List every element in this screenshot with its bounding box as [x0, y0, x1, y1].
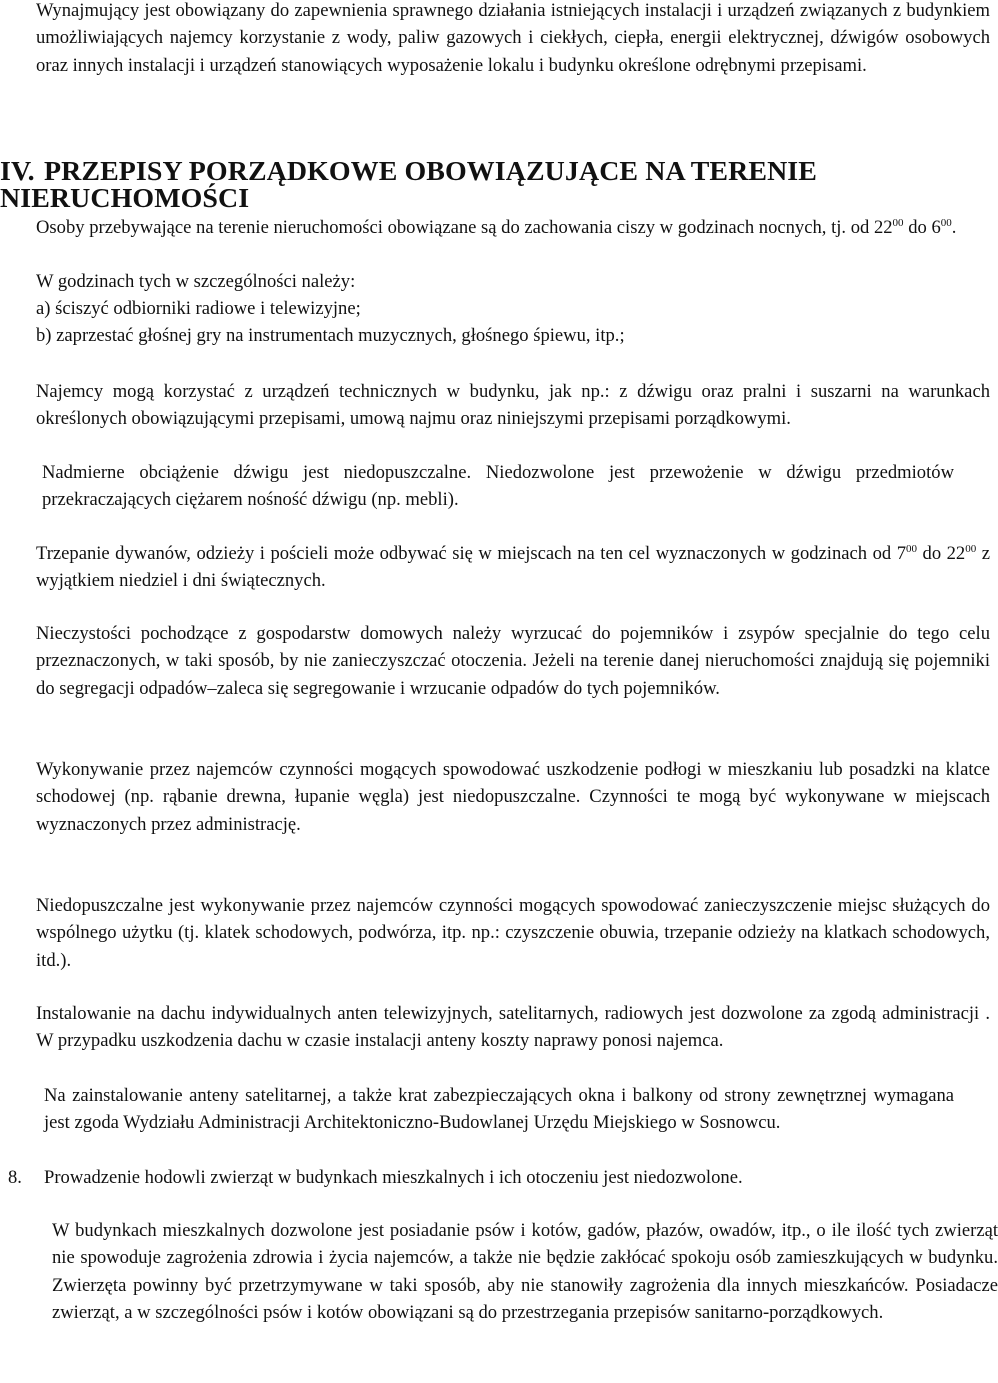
section-number: IV. — [0, 156, 35, 187]
paragraph-number — [0, 0, 36, 24]
rule-item-3 — [0, 540, 990, 595]
item-7-extra: Na zainstalowanie anteny satelitarnej, a także krat zabezpieczających okna i balkony od strony zewnętrznej wymagana jest zgoda Wydziału Administracji Architektoniczno-Budowlanej Urzędu Miejskiego w Sosnowcu. — [44, 1085, 954, 1134]
item-number: 8. — [8, 1167, 22, 1188]
paragraph-8 — [0, 0, 990, 79]
item-number — [0, 214, 36, 241]
item-text: Niedopuszczalne jest wykonywanie przez najemców czynności mogących spowodować zanieczyszczenie miejsc służących do wspólnego użytku (tj. klatek schodowych, podwórza, itp. np.: czyszczenie obuwia, trzepanie odzieży na klatkach schodowych, itd.). — [36, 895, 990, 971]
item-1-subheading: W godzinach tych w szczególności należy: — [36, 271, 356, 292]
rule-item-6 — [0, 892, 990, 974]
rule-item-2 — [0, 378, 990, 433]
item-text: Instalowanie na dachu indywidualnych anten telewizyjnych, satelitarnych, radiowych jest dozwolone za zgodą administracji . W przypadku uszkodzenia dachu w czasie instalacji anteny koszty naprawy ponosi najemca. — [36, 1003, 990, 1052]
section-heading — [0, 158, 960, 213]
item-text: Nieczystości pochodzące z gospodarstw domowych należy wyrzucać do pojemników i zsypów specjalnie do tego celu przeznaczonych, w taki sposób, by nie zanieczyszczać otoczenia. Jeżeli na terenie danej nieruchomości znajdują się pojemniki do segregacji odpadów–zaleca się segregowanie i wrzucanie odpadów do tych pojemników. — [36, 623, 990, 699]
item-text: Osoby przebywające na terenie nieruchomości obowiązane są do zachowania ciszy w godzinach nocnych, tj. od 22 — [36, 217, 893, 238]
item-1-point-a: a) ściszyć odbiorniki radiowe i telewizyjne; — [36, 298, 361, 319]
item-number — [0, 540, 36, 567]
item-number — [0, 1000, 36, 1027]
item-text: . — [951, 217, 957, 238]
item-1-point-b: b) zaprzestać głośnej gry na instrumentach muzycznych, głośnego śpiewu, itp.; — [36, 325, 625, 346]
section-title: PRZEPISY PORZĄDKOWE OBOWIĄZUJĄCE NA TERENIE NIERUCHOMOŚCI — [0, 156, 817, 215]
item-2-extra: Nadmierne obciążenie dźwigu jest niedopuszczalne. Niedozwolone jest przewożenie w dźwigu przedmiotów przekraczających ciężarem nośność dźwigu (np. mebli). — [42, 462, 954, 511]
item-number — [8, 1217, 52, 1244]
item-text: Wykonywanie przez najemców czynności mogących spowodować uszkodzenie podłogi w mieszkaniu lub posadzki na klatce schodowej (np. rąbanie drewna, łupanie węgla) jest niedopuszczalne. Czynności te mogą być wykonywane w miejscach wyznaczonych przez administrację. — [36, 759, 990, 835]
item-text: Najemcy mogą korzystać z urządzeń technicznych w budynku, jak np.: z dźwigu oraz pralni i suszarni na warunkach określonych obowiązującymi przepisami, umową najmu oraz niniejszymi przepisami porządkowymi. — [36, 381, 990, 430]
item-text: do 22 — [917, 543, 966, 564]
item-number — [0, 756, 36, 783]
rule-item-1 — [0, 214, 990, 241]
rule-item-4 — [0, 620, 990, 702]
superscript-hours: 00 — [965, 543, 977, 555]
item-text: Trzepanie dywanów, odzieży i pościeli może odbywać się w miejscach na ten cel wyznaczonych w godzinach od 7 — [36, 543, 906, 564]
rule-item-7 — [0, 1000, 990, 1055]
superscript-hours: 00 — [892, 217, 904, 229]
item-text: do 6 — [903, 217, 941, 238]
item-number — [0, 378, 36, 405]
item-text: z wyjątkiem niedziel i dni świątecznych. — [36, 543, 991, 592]
superscript-hours: 00 — [940, 217, 952, 229]
item-text: W budynkach mieszkalnych dozwolone jest posiadanie psów i kotów, gadów, płazów, owadów, itp., o ile ilość tych zwierząt nie spowoduje zagrożenia zdrowia i życia najemców, a także nie będzie zakłócać spokoju osób zamieszkujących w budynku. Zwierzęta powinny być przetrzymywane w taki sposób, aby nie stanowiły zagrożenia dla innych mieszkańców. Posiadacze zwierząt, a w szczególności psów i kotów obowiązani są do przestrzegania przepisów sanitarno-porządkowych. — [52, 1220, 998, 1324]
rule-item-5 — [0, 756, 990, 838]
paragraph-text: Wynajmujący jest obowiązany do zapewnienia sprawnego działania istniejących instalacji i urządzeń związanych z budynkiem umożliwiających najemcy korzystanie z wody, paliw gazowych i ciekłych, ciepła, energii elektrycznej, dźwigów osobowych oraz innych instalacji i urządzeń stanowiących wyposażenie lokalu i budynku określone odrębnymi przepisami. — [36, 0, 990, 76]
superscript-hours: 00 — [906, 543, 917, 555]
rule-item-8 — [8, 1164, 954, 1191]
item-number — [0, 892, 36, 919]
item-text: Prowadzenie hodowli zwierząt w budynkach mieszkalnych i ich otoczeniu jest niedozwolone. — [44, 1167, 743, 1188]
rule-item-9 — [8, 1217, 998, 1327]
item-number — [0, 620, 36, 647]
